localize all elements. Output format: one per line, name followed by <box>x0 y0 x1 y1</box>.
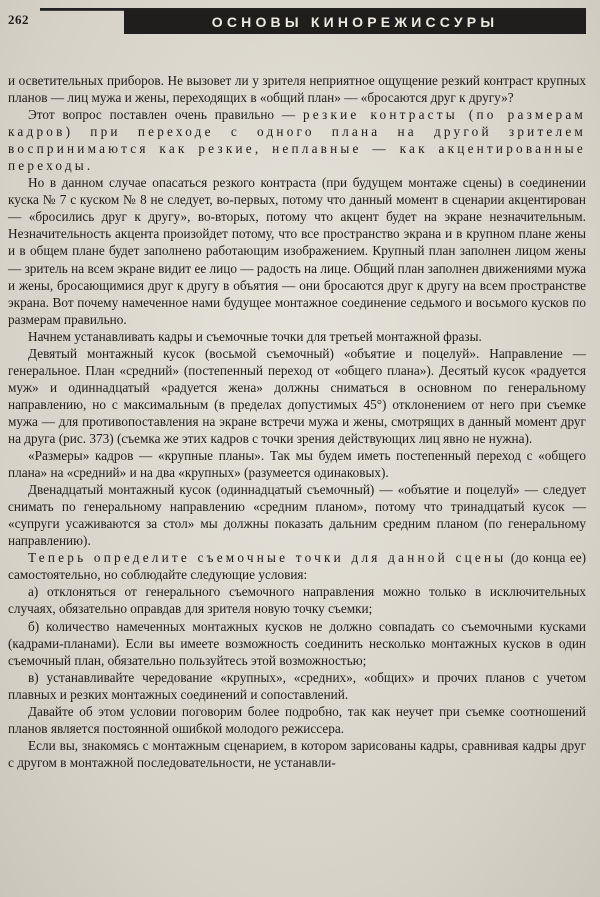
paragraph: Но в данном случае опасаться резкого контраста (при будущем монтаже сцены) в соединении куска № 7 с куском № 8 не следует, во-первых, потому что данный момент в сценарии акцентирован — «бросились друг к другу», во-вторых, потому что акцент будет на экране незначительным. Незначительность акцента произойдет потому, что все пространство экрана и в крупном плане жены и в общем плане будет заполнено работающим изображением. Крупный план заполнен лицом жены — зритель на всем экране видит ее лицо — радость на лице. Общий план заполнен движениями мужа и жены, бросающимися друг к другу в объятия — они бросаются друг к другу на всем пространстве экрана. Вот почему намеченное нами будущее монтажное соединение седьмого и восьмого кусков по размерам правильно. <box>8 175 586 327</box>
running-title-band <box>124 10 586 34</box>
paragraph: «Размеры» кадров — «крупные планы». Так мы будем иметь постепенный переход с «общего плана» на «средний» и на два «крупных» (разумеется одинаковых). <box>8 448 586 481</box>
paragraph: а) отклоняться от генерального съемочного направления можно только в исключительных случаях, обязательно оправдав для зрителя новую точку съемки; <box>8 584 586 617</box>
paragraph <box>8 549 586 583</box>
spaced-emphasis: Теперь определите съемочные точки для данной сцены <box>28 550 507 566</box>
paragraph-text: Этот вопрос поставлен очень правильно — <box>28 107 303 123</box>
spaced-emphasis: резкие контрасты (по размерам кадров) при переходе с одного плана на другой зрителем воспринимаются как резкие, неплавные — как акцентированные переходы. <box>8 107 586 174</box>
running-title: ОСНОВЫ КИНОРЕЖИССУРЫ <box>211 14 499 30</box>
header-left-box <box>40 10 124 35</box>
paragraph: Начнем устанавливать кадры и съемочные точки для третьей монтажной фразы. <box>28 328 482 344</box>
body-text <box>8 72 586 771</box>
paragraph: б) количество намеченных монтажных кусков не должно совпадать со съемочными кусками (кадрами-планами). Если вы имеете возможность соединить несколько монтажных кусков в один съемочный план, обязательно пользуйтесь этой возможностью; <box>8 618 586 668</box>
paragraph <box>8 106 586 174</box>
page-header <box>8 0 586 44</box>
page-number: 262 <box>8 12 29 27</box>
paragraph: в) устанавливайте чередование «крупных», «средних», «общих» и прочих планов с учетом плавных и резких монтажных соединений и сопоставлений. <box>8 669 586 702</box>
paragraph-text: (до конца ее) самостоятельно, но соблюдайте следующие условия: <box>8 550 586 583</box>
paragraph: и осветительных приборов. Не вызовет ли у зрителя неприятное ощущение резкий контраст крупных планов — лиц мужа и жены, переходящих в «общий план» — «бросаются друг к другу»? <box>8 73 586 106</box>
paragraph: Давайте об этом условии поговорим более подробно, так как неучет при съемке соотношений планов является постоянной ошибкой молодого режиссера. <box>8 703 586 736</box>
paragraph: Если вы, знакомясь с монтажным сценарием, в котором зарисованы кадры, сравнивая кадры друг с другом в монтажной последовательности, не устанавли- <box>8 737 586 770</box>
paragraph: Девятый монтажный кусок (восьмой съемочный) «объятие и поцелуй». Направление — генеральное. План «средний» (постепенный переход от «общего плана»). Десятый кусок «радуется муж» и одиннадцатый «радуется жена» должны сниматься в основном по генеральному направлению, но с максимальным (в пределах допустимых 45°) отклонением от него при съемке мужа — для противопоставления на экране встречи мужа и жены, смотрящих в данный момент друг на друга (рис. 373) (съемка же этих кадров с точки зрения действующих лиц явно не нужна). <box>8 345 586 446</box>
paragraph: Двенадцатый монтажный кусок (одиннадцатый съемочный) — «объятие и поцелуй» — следует снимать по генеральному направлению «средним планом», потому что тринадцатый кусок — «супруги усаживаются за стол» мы должны показать дальним средним планом (по генеральному направлению). <box>8 482 586 549</box>
